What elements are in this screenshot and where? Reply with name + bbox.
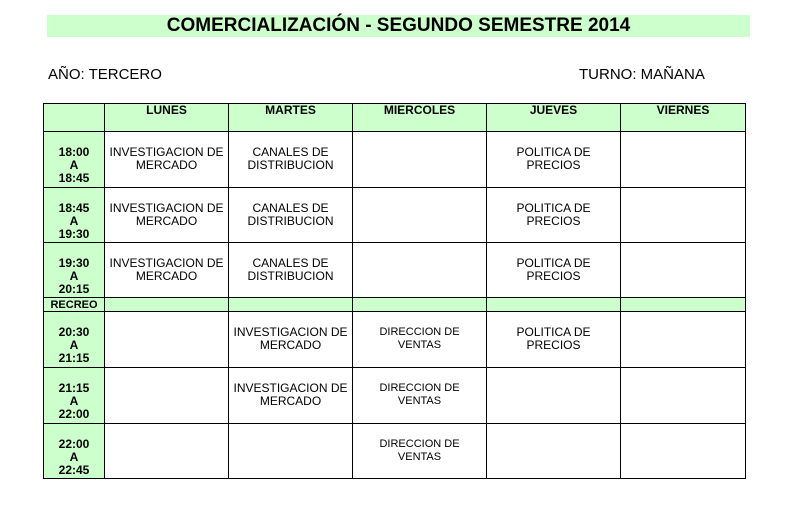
recess-cell — [353, 298, 487, 312]
subject-line: CANALES DE — [252, 145, 329, 159]
time-line: 21:15 — [58, 381, 90, 395]
subject-line: DISTRIBUCION — [247, 158, 334, 172]
schedule-cell — [105, 188, 229, 243]
schedule-cell — [229, 188, 353, 243]
subject-line: DIRECCION DE — [379, 382, 460, 394]
page-title: COMERCIALIZACIÓN - SEGUNDO SEMESTRE 2014 — [47, 15, 750, 37]
header-day: LUNES — [105, 104, 229, 132]
table-row — [44, 243, 746, 298]
schedule-cell — [105, 243, 229, 298]
schedule-cell — [621, 368, 746, 424]
header-row — [44, 104, 746, 132]
schedule-cell — [105, 132, 229, 188]
time-slot — [44, 188, 105, 243]
schedule-cell — [353, 424, 487, 479]
subject-line: INVESTIGACION DE — [233, 381, 348, 395]
recess-cell — [229, 298, 353, 312]
time-line: 21:15 — [58, 351, 90, 365]
time-line: 19:30 — [58, 256, 90, 270]
subject-line: MERCADO — [135, 214, 198, 228]
schedule-cell — [487, 243, 621, 298]
table-row — [44, 132, 746, 188]
subject-line: POLITICA DE — [516, 145, 591, 159]
schedule-cell — [621, 188, 746, 243]
subject-line: PRECIOS — [526, 158, 581, 172]
subject-line: VENTAS — [397, 395, 442, 407]
table-row — [44, 188, 746, 243]
schedule-cell — [353, 188, 487, 243]
subject-line: POLITICA DE — [516, 256, 591, 270]
schedule-cell — [487, 188, 621, 243]
time-line: A — [69, 158, 79, 172]
time-slot — [44, 243, 105, 298]
recess-row — [44, 298, 746, 312]
subject-line: INVESTIGACION DE — [109, 201, 224, 215]
schedule-cell — [487, 312, 621, 368]
time-line: A — [69, 269, 79, 283]
recess-label: RECREO — [44, 298, 105, 312]
subject-line: POLITICA DE — [516, 201, 591, 215]
subject-line: PRECIOS — [526, 269, 581, 283]
schedule-cell — [621, 243, 746, 298]
recess-cell — [487, 298, 621, 312]
time-slot — [44, 424, 105, 479]
header-day: JUEVES — [487, 104, 621, 132]
subject-line: DIRECCION DE — [379, 438, 460, 450]
subject-line: CANALES DE — [252, 256, 329, 270]
time-line: 22:00 — [58, 437, 90, 451]
time-line: A — [69, 450, 79, 464]
time-line: 20:30 — [58, 325, 90, 339]
schedule-cell — [229, 243, 353, 298]
time-line: 20:15 — [58, 282, 90, 296]
time-line: 22:45 — [58, 463, 90, 477]
schedule-cell — [487, 368, 621, 424]
subject-line: PRECIOS — [526, 214, 581, 228]
header-day: MIERCOLES — [353, 104, 487, 132]
table-row — [44, 368, 746, 424]
recess-cell — [105, 298, 229, 312]
schedule-cell — [353, 312, 487, 368]
schedule-cell — [105, 424, 229, 479]
subject-line: INVESTIGACION DE — [109, 145, 224, 159]
header-day: MARTES — [229, 104, 353, 132]
subject-line: VENTAS — [397, 451, 442, 463]
schedule-cell — [229, 312, 353, 368]
subject-line: POLITICA DE — [516, 325, 591, 339]
time-slot — [44, 132, 105, 188]
schedule-cell — [353, 243, 487, 298]
subject-line: PRECIOS — [526, 338, 581, 352]
subject-line: MERCADO — [135, 269, 198, 283]
subject-line: VENTAS — [397, 339, 442, 351]
schedule-cell — [487, 132, 621, 188]
schedule-cell — [229, 132, 353, 188]
table-row — [44, 424, 746, 479]
recess-cell — [621, 298, 746, 312]
time-line: A — [69, 214, 79, 228]
subject-line: INVESTIGACION DE — [109, 256, 224, 270]
time-line: 22:00 — [58, 407, 90, 421]
schedule-cell — [487, 424, 621, 479]
subject-line: INVESTIGACION DE — [233, 325, 348, 339]
time-line: A — [69, 394, 79, 408]
schedule-cell — [621, 312, 746, 368]
schedule-cell — [105, 368, 229, 424]
time-line: 18:45 — [58, 171, 90, 185]
shift-label: TURNO: MAÑANA — [579, 66, 705, 83]
subject-line: DISTRIBUCION — [247, 269, 334, 283]
year-label: AÑO: TERCERO — [48, 66, 162, 83]
subject-line: MERCADO — [259, 394, 322, 408]
time-line: A — [69, 338, 79, 352]
subject-line: MERCADO — [135, 158, 198, 172]
schedule-cell — [353, 368, 487, 424]
time-slot — [44, 312, 105, 368]
schedule-cell — [105, 312, 229, 368]
subject-line: DIRECCION DE — [379, 326, 460, 338]
schedule-table — [43, 103, 746, 479]
time-slot — [44, 368, 105, 424]
header-day: VIERNES — [621, 104, 746, 132]
subject-line: MERCADO — [259, 338, 322, 352]
subject-line: DISTRIBUCION — [247, 214, 334, 228]
schedule-cell — [621, 132, 746, 188]
schedule-cell — [229, 368, 353, 424]
header-corner — [44, 104, 105, 132]
schedule-cell — [229, 424, 353, 479]
time-line: 18:45 — [58, 201, 90, 215]
time-line: 18:00 — [58, 145, 90, 159]
table-row — [44, 312, 746, 368]
schedule-cell — [353, 132, 487, 188]
subject-line: CANALES DE — [252, 201, 329, 215]
time-line: 19:30 — [58, 227, 90, 241]
schedule-cell — [621, 424, 746, 479]
